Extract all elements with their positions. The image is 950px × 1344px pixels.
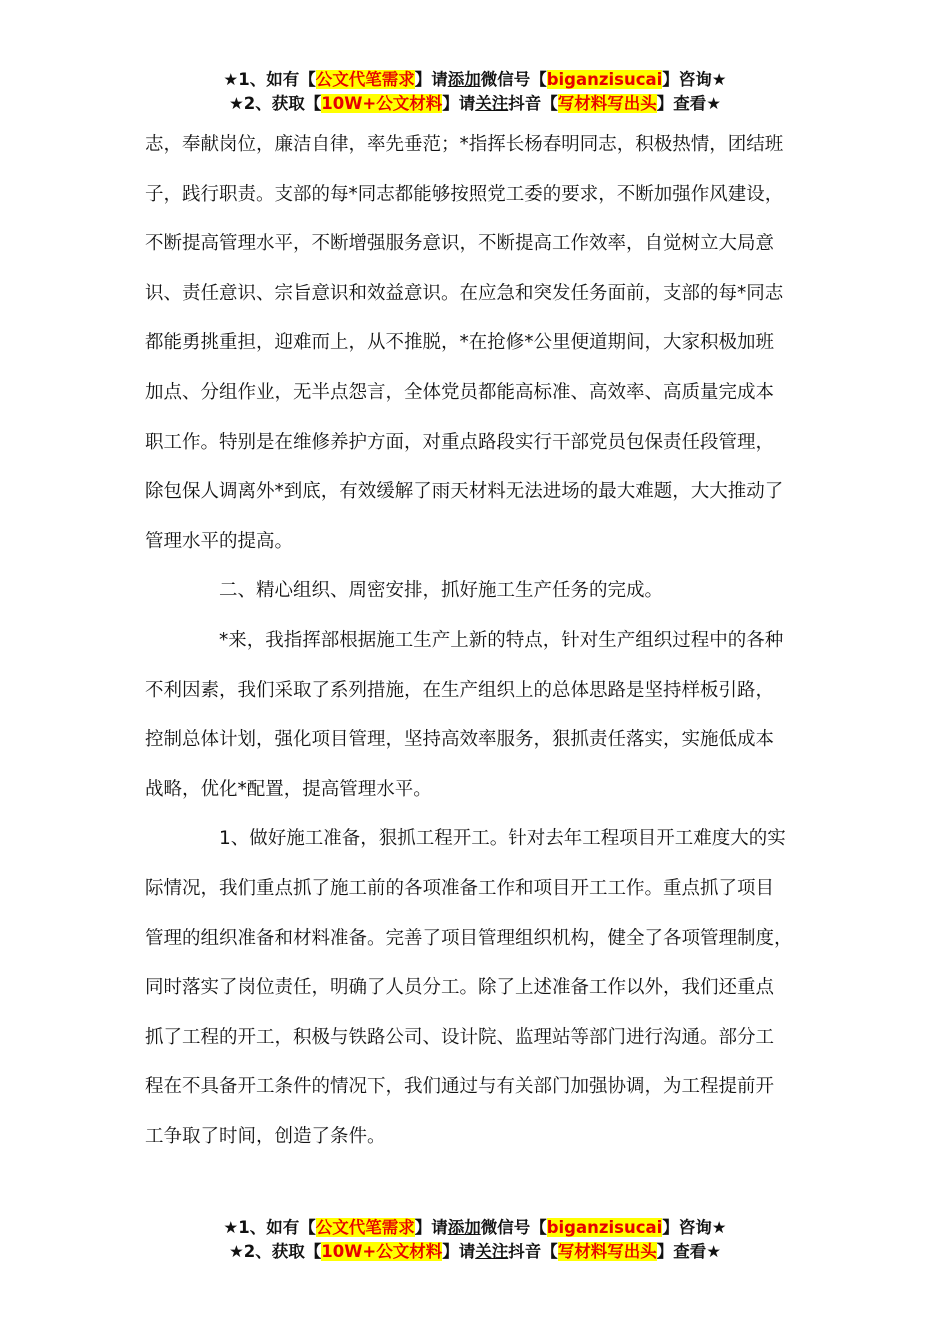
highlight-wechat-id: biganzisucai [546, 1218, 663, 1237]
body-line: 职工作。特别是在维修养护方面，对重点路段实行干部党员包保责任段管理， [145, 431, 775, 453]
body-line: *来，我指挥部根据施工生产上新的特点，针对生产组织过程中的各种 [219, 629, 784, 651]
header-banner [0, 68, 950, 116]
body-line: 抓了工程的开工，积极与铁路公司、设计院、监理站等部门进行沟通。部分工 [145, 1026, 775, 1048]
body-line: 子，践行职责。支部的每*同志都能够按照党工委的要求，不断加强作风建设， [145, 183, 784, 205]
body-line: 管理的组织准备和材料准备。完善了项目管理组织机构，健全了各项管理制度， [145, 927, 793, 949]
body-line: 战略，优化*配置，提高管理水平。 [145, 778, 432, 800]
body-line: 不利因素，我们采取了系列措施，在生产组织上的总体思路是坚持样板引路， [145, 679, 775, 701]
body-line: 识、责任意识、宗旨意识和效益意识。在应急和突发任务面前，支部的每*同志 [145, 282, 784, 304]
highlight-douyin: 写材料写出头 [557, 94, 657, 113]
body-line: 都能勇挑重担，迎难而上，从不推脱，*在抢修*公里便道期间，大家积极加班 [145, 332, 775, 354]
document-body [145, 120, 815, 1161]
body-line: 加点、分组作业，无半点怨言，全体党员都能高标准、高效率、高质量完成本 [145, 381, 775, 403]
body-line: 工争取了时间，创造了条件。 [145, 1125, 386, 1147]
highlight-materials: 10W+公文材料 [321, 94, 443, 113]
body-line: 际情况，我们重点抓了施工前的各项准备工作和项目开工工作。重点抓了项目 [145, 877, 775, 899]
body-line: 除包保人调离外*到底，有效缓解了雨天材料无法进场的最大难题，大大推动了 [145, 481, 784, 503]
highlight-materials: 10W+公文材料 [321, 1242, 443, 1261]
body-line: 1、做好施工准备，狠抓工程开工。针对去年工程项目开工难度大的实 [219, 828, 786, 850]
section-heading: 二、精心组织、周密安排，抓好施工生产任务的完成。 [219, 580, 664, 602]
body-line: 志，奉献岗位，廉洁自律，率先垂范；*指挥长杨春明同志，积极热情，团结班 [145, 134, 784, 155]
banner-line-2: ★2、获取【10W+公文材料】请关注抖音【写材料写出头】查看★ [228, 1242, 722, 1261]
body-line: 控制总体计划，强化项目管理，坚持高效率服务，狠抓责任落实，实施低成本 [145, 729, 775, 751]
body-line: 不断提高管理水平，不断增强服务意识，不断提高工作效率，自觉树立大局意 [145, 233, 775, 255]
body-line: 程在不具备开工条件的情况下，我们通过与有关部门加强协调，为工程提前开 [145, 1076, 775, 1098]
highlight-douyin: 写材料写出头 [557, 1242, 657, 1261]
highlight-service: 公文代笔需求 [315, 1218, 415, 1237]
body-line: 同时落实了岗位责任，明确了人员分工。除了上述准备工作以外，我们还重点 [145, 977, 775, 999]
footer-banner [0, 1216, 950, 1264]
banner-line-2: ★2、获取【10W+公文材料】请关注抖音【写材料写出头】查看★ [228, 94, 722, 113]
banner-line-1: ★1、如有【公文代笔需求】请添加微信号【biganzisucai】咨询★ [223, 70, 727, 89]
highlight-wechat-id: biganzisucai [546, 70, 663, 89]
banner-line-1: ★1、如有【公文代笔需求】请添加微信号【biganzisucai】咨询★ [223, 1218, 727, 1237]
highlight-service: 公文代笔需求 [315, 70, 415, 89]
body-line: 管理水平的提高。 [145, 530, 294, 552]
